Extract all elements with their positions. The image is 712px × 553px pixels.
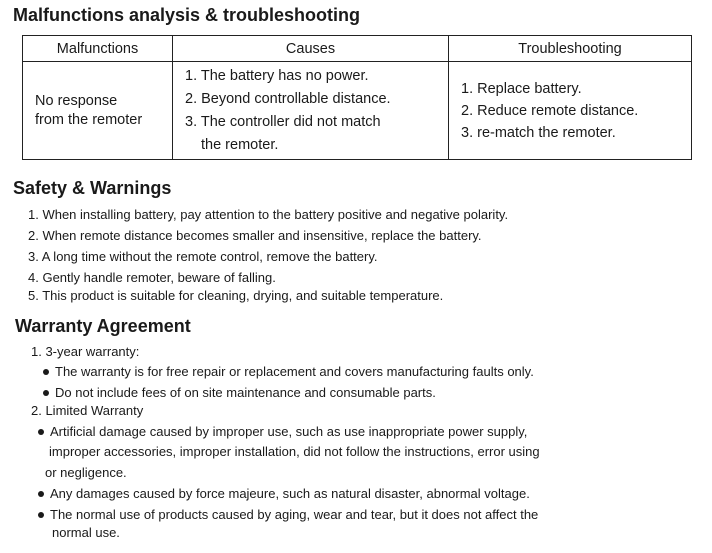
safety-item: 5. This product is suitable for cleaning, drying, and suitable temperature. bbox=[28, 288, 444, 303]
fix-item: 3. re-match the remoter. bbox=[461, 124, 616, 141]
bullet-icon bbox=[38, 491, 44, 497]
fix-item: 1. Replace battery. bbox=[461, 80, 582, 97]
header-troubleshooting: Troubleshooting bbox=[449, 36, 692, 62]
cause-item: 2. Beyond controllable distance. bbox=[185, 90, 391, 107]
malfunctions-table bbox=[22, 35, 692, 160]
safety-item: 3. A long time without the remote control, remove the battery. bbox=[28, 249, 378, 264]
cause-item-continued: the remoter. bbox=[201, 136, 279, 153]
warranty-bullet-continued: or negligence. bbox=[45, 465, 127, 480]
warranty-bullet-continued: improper accessories, improper installation, did not follow the instructions, error using bbox=[49, 444, 540, 459]
malfunction-cell bbox=[23, 62, 173, 160]
safety-item: 1. When installing battery, pay attention to the battery positive and negative polarity. bbox=[28, 207, 509, 222]
malfunction-line: from the remoter bbox=[35, 111, 143, 128]
troubleshooting-cell bbox=[449, 62, 692, 160]
header-causes: Causes bbox=[173, 36, 449, 62]
warranty-section-title: 2. Limited Warranty bbox=[31, 403, 144, 418]
cause-item: 3. The controller did not match bbox=[185, 113, 381, 130]
safety-heading: Safety & Warnings bbox=[13, 178, 172, 198]
malfunctions-heading: Malfunctions analysis & troubleshooting bbox=[13, 5, 361, 25]
table-header-row bbox=[23, 36, 692, 62]
warranty-bullet: Any damages caused by force majeure, such as natural disaster, abnormal voltage. bbox=[38, 486, 530, 501]
causes-cell bbox=[173, 62, 449, 160]
header-malfunctions: Malfunctions bbox=[23, 36, 173, 62]
warranty-bullet: Artificial damage caused by improper use, such as use inappropriate power supply, bbox=[38, 424, 527, 439]
warranty-bullet: The normal use of products caused by aging, wear and tear, but it does not affect the bbox=[38, 507, 538, 522]
bullet-icon bbox=[43, 369, 49, 375]
bullet-icon bbox=[38, 429, 44, 435]
warranty-section-title: 1. 3-year warranty: bbox=[31, 344, 140, 359]
bullet-icon bbox=[38, 512, 44, 518]
warranty-bullet: Do not include fees of on site maintenance and consumable parts. bbox=[43, 385, 436, 400]
warranty-heading: Warranty Agreement bbox=[15, 316, 191, 336]
warranty-bullet-continued: normal use. bbox=[52, 525, 120, 540]
safety-item: 2. When remote distance becomes smaller and insensitive, replace the battery. bbox=[28, 228, 482, 243]
malfunction-line: No response bbox=[35, 92, 118, 109]
table-row bbox=[23, 62, 692, 160]
safety-item: 4. Gently handle remoter, beware of falling. bbox=[28, 270, 276, 285]
fix-item: 2. Reduce remote distance. bbox=[461, 102, 639, 119]
bullet-icon bbox=[43, 390, 49, 396]
cause-item: 1. The battery has no power. bbox=[185, 67, 369, 84]
warranty-bullet: The warranty is for free repair or replacement and covers manufacturing faults only. bbox=[43, 364, 534, 379]
